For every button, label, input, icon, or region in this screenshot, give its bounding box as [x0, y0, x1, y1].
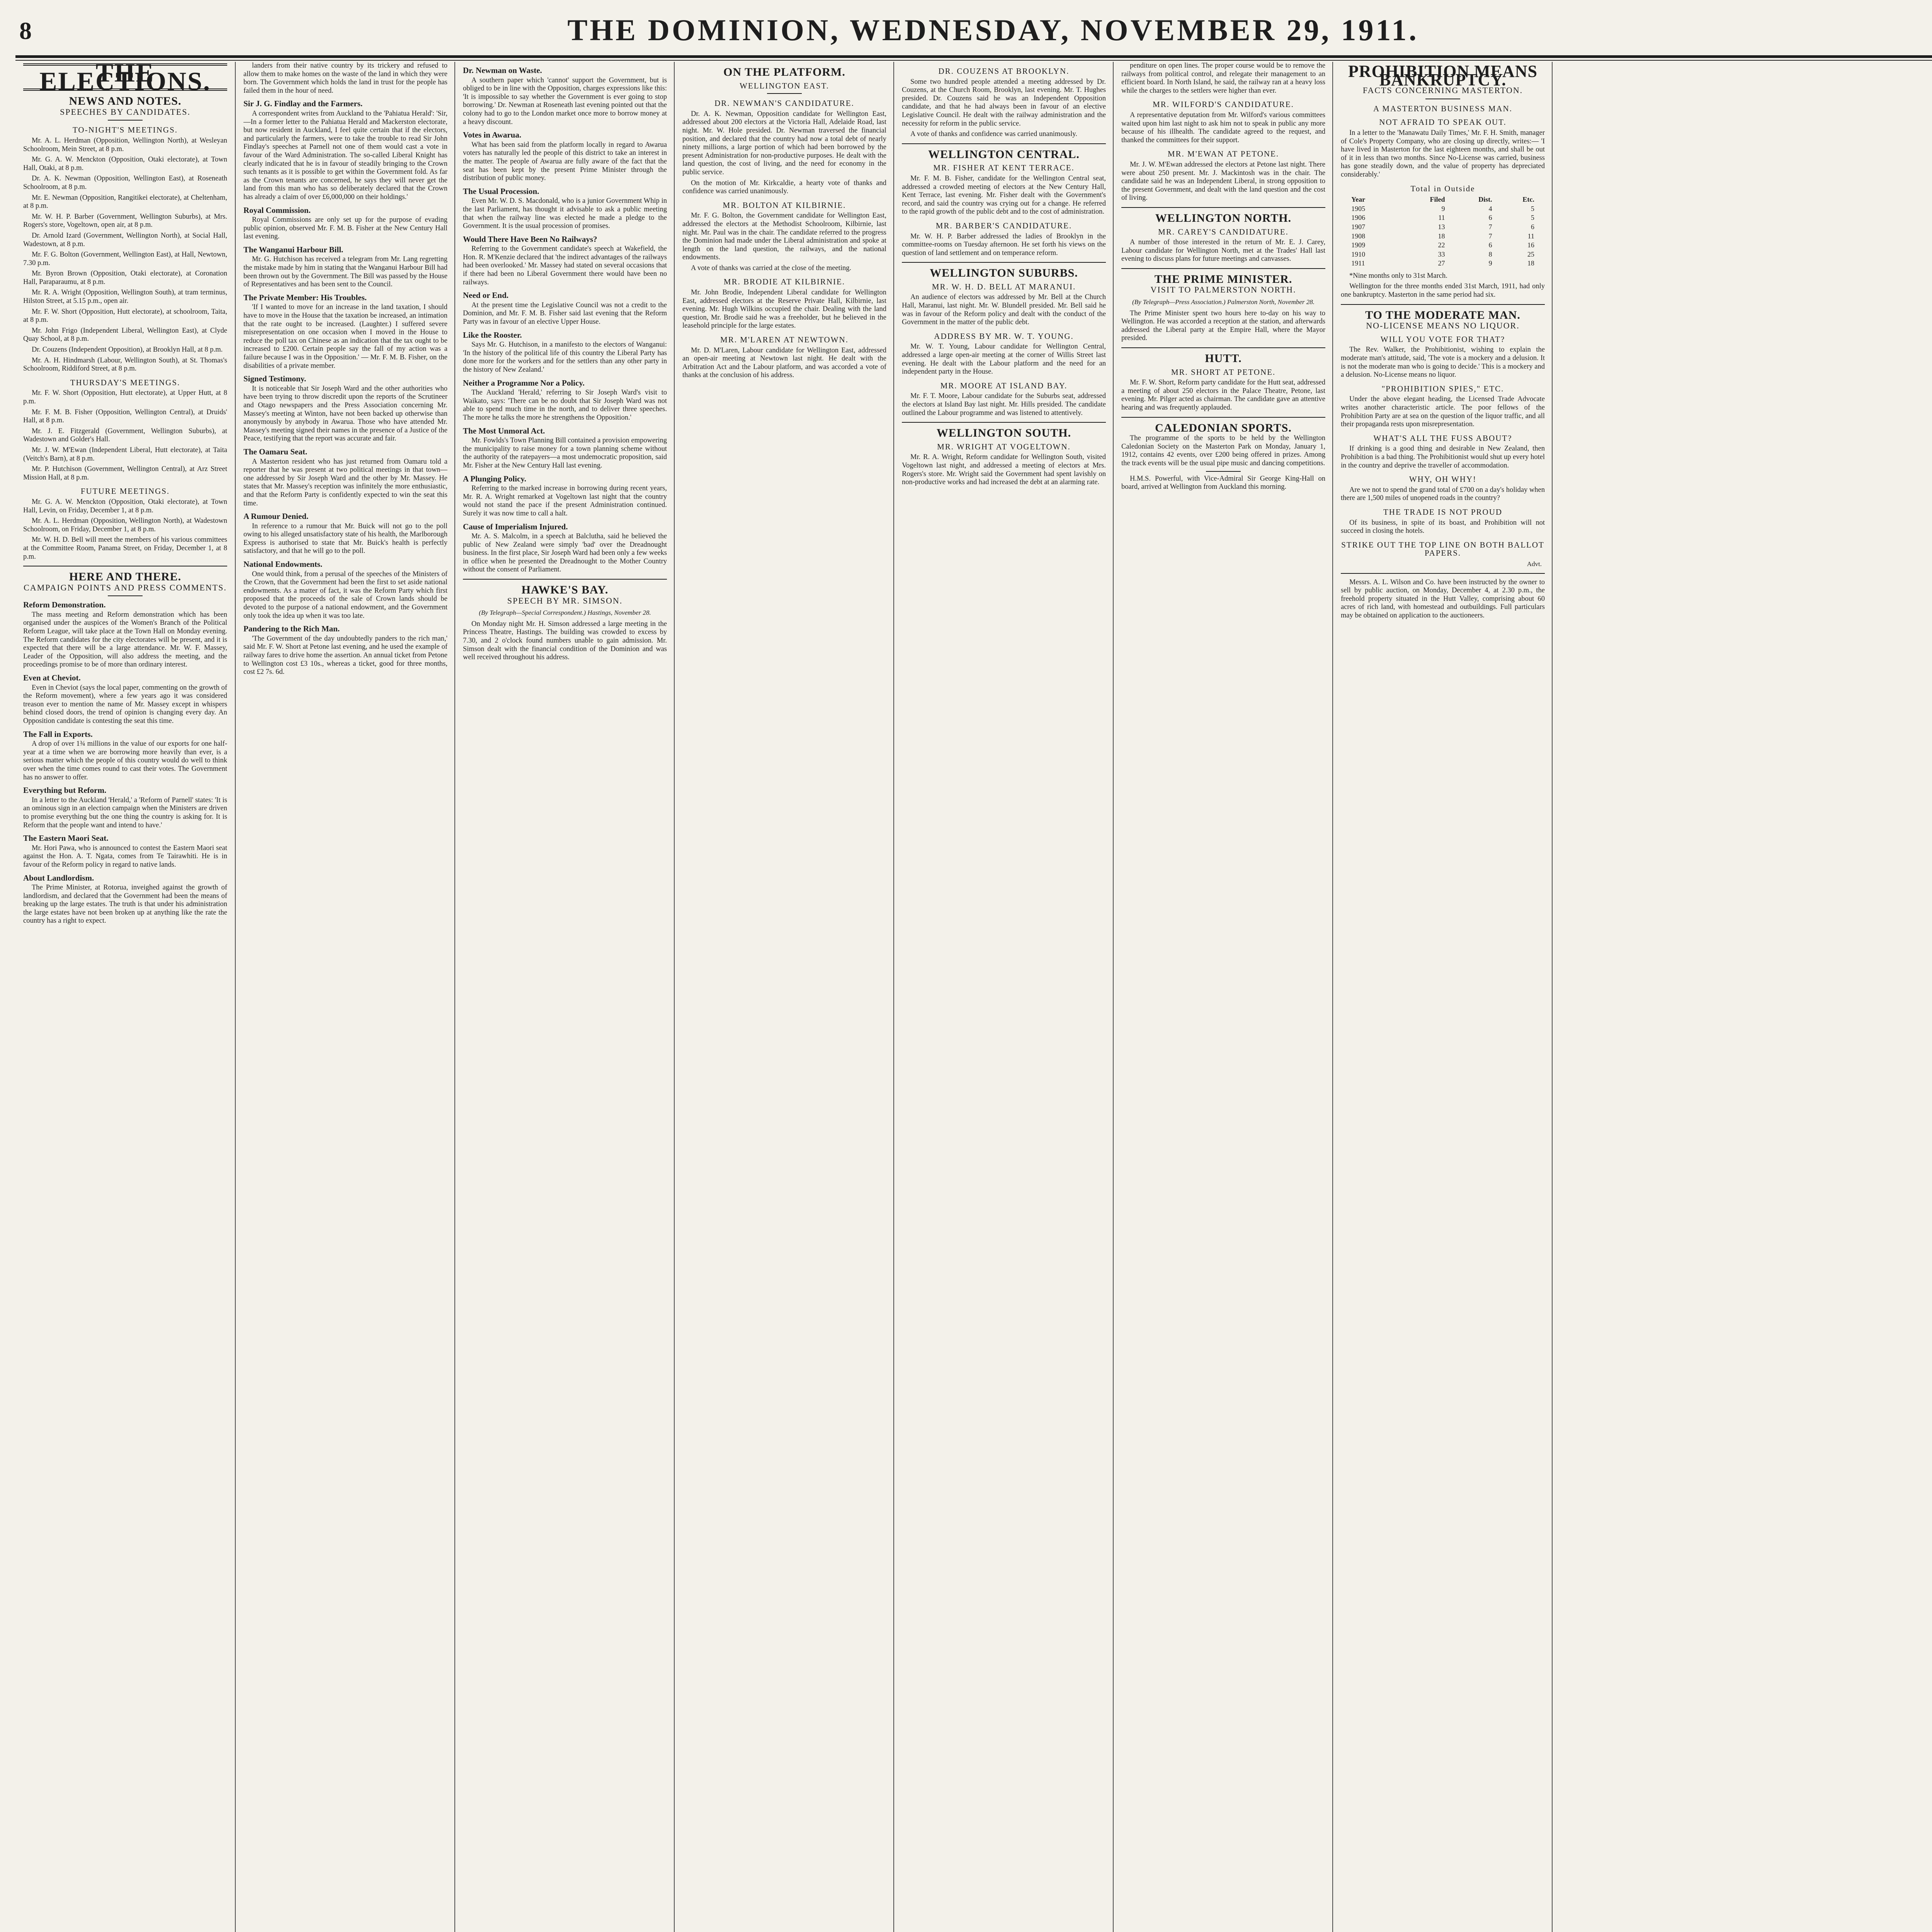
article-heading: A Plunging Policy. — [463, 474, 526, 483]
article-body: On Monday night Mr. H. Simson addressed a large meeting in the Princess Theatre, Hastings. The building was crowded to excess by 7.30, and 2 o'clock found numbers unable to gain admission. Mr. Simson dealt with the financial condition of the Dominion and was well received throughout his address. — [463, 620, 667, 662]
section-heading: HUTT. — [1205, 352, 1242, 365]
meeting-item: Mr. A. H. Hindmarsh (Labour, Wellington South), at St. Thomas's Schoolroom, Riddiford Street, at 8 p.m. — [23, 356, 227, 373]
table-cell: 18 — [1438, 232, 1445, 240]
table-cell: 5 — [1531, 204, 1534, 213]
table-cell: 9 — [1488, 259, 1492, 267]
article-body: The Prime Minister, at Rotorua, inveighed against the growth of landlordism, and declared that the Government had been the means of breaking up the large estates. The truth is that under his administration the large estates have not been broken up at anything like the rate the country has a right to expect. — [23, 884, 227, 925]
section-title: THE ELECTIONS. — [23, 63, 227, 91]
page-number: 8 — [19, 17, 32, 44]
table-cell: 7 — [1488, 223, 1492, 231]
meeting-item: Mr. W. H. D. Bell will meet the members of his various committees at the Committee Room, Panama Street, on Friday, December 1, at 8 p.m. — [23, 536, 227, 561]
divider — [1341, 573, 1545, 574]
table-header-cell: Filed — [1430, 196, 1445, 204]
article-heading: About Landlordism. — [23, 873, 94, 883]
masthead-rule-thin — [15, 60, 1932, 61]
article-body: A correspondent writes from Auckland to the 'Pahiatua Herald': 'Sir,—In a former letter to the Pahiatua Herald and Mackerston electorate, but now resident in Auckland, I feel quite certain that if the electors, and particularly the farmers, were to take the trouble to read Sir John Findlay's speeches at Parnell not one of them would cast a vote in favour of the Ward Administration. The so-called Liberal Knight has clearly indicated that he is in favour of steadily bringing to the Crown such tenants as it is possible to get within the Government fold. As far as the Crown tenants are concerned, he says they will never get the land from this man who has so deliberately declared that the Crown has already a claim of over £6,000,000 on their holdings.' — [243, 109, 447, 201]
section-subtitle: VISIT TO PALMERSTON NORTH. — [1150, 285, 1296, 295]
subheading: A MASTERTON BUSINESS MAN. — [1373, 104, 1512, 113]
divider — [767, 93, 802, 94]
column-rule — [1113, 62, 1114, 1932]
article-body: Mr. J. W. M'Ewan addressed the electors at Petone last night. There were about 250 present. Mr. J. Mackintosh was in the chair. The candidate said he was an Independent Liberal, in strong opposition to the present Government, and dealt with the land question and the cost of living. — [1121, 160, 1325, 202]
section-heading: ON THE PLATFORM. — [723, 66, 845, 78]
table-cell: 11 — [1438, 214, 1445, 222]
advt-label: Advt. — [1527, 560, 1542, 568]
article-heading: The Fall in Exports. — [23, 729, 93, 739]
column-6 — [1121, 62, 1325, 1932]
section-heading: WELLINGTON CENTRAL. — [928, 148, 1080, 161]
article-body: H.M.S. Powerful, with Vice-Admiral Sir George King-Hall on board, arrived at Wellington from Auckland this morning. — [1121, 474, 1325, 491]
section-heading: WELLINGTON NORTH. — [1155, 211, 1292, 224]
divider — [463, 579, 667, 580]
article-body: It is noticeable that Sir Joseph Ward and the other authorities who have been trying to throw discredit upon the reports of the Scrutineer and Otago newspapers and the Press Association concerning Mr. Massey's meeting at Winton, have not been backed up otherwise than anonymously by anybody in Awarua. Those who have attended Mr. Massey's meeting signed their names in the presence of a Justice of the Peace, testifying that the report was accurate and fair. — [243, 384, 447, 443]
section-subtitle: CAMPAIGN POINTS AND PRESS COMMENTS. — [24, 582, 227, 592]
article-body: The Rev. Walker, the Prohibitionist, wishing to explain the moderate man's attitude, said, 'The vote is a mockery and a delusion. It is not the moderate man who is going to decide.' This is a mockery and a delusion. No-License means no liquor. — [1341, 346, 1545, 379]
article-body: Are we not to spend the grand total of £700 on a day's holiday when there are 1,500 miles of unopened roads in the country? — [1341, 486, 1545, 502]
column-5 — [902, 62, 1106, 1932]
table-cell: 27 — [1438, 259, 1445, 267]
article-body: Mr. F. T. Moore, Labour candidate for the Suburbs seat, addressed the electors at Island Bay last night. Mr. Hills presided. The candidate outlined the Labour programme and was listened to attentively. — [902, 392, 1106, 417]
article-heading: National Endowments. — [243, 560, 323, 569]
table-cell: 22 — [1438, 241, 1445, 249]
column-4 — [682, 62, 886, 1932]
section-heading: CALEDONIAN SPORTS. — [1155, 421, 1292, 434]
article-body: Mr. F. M. B. Fisher, candidate for the Wellington Central seat, addressed a crowded meeting of electors at the New Century Hall, Kent Terrace, last evening. Mr. Fisher dealt with the Government's record, and said the country was crying out for a change. He referred to the rapid growth of the public debt and to the cost of administration. — [902, 174, 1106, 216]
table-cell: 33 — [1438, 250, 1445, 258]
article-body: penditure on open lines. The proper course would be to remove the railways from political control, and relegate their management to an efficient board. In North Island, he said, the railway ran at a heavy loss while the charges to the settlers were higher than ever. — [1121, 62, 1325, 95]
column-rule — [674, 62, 675, 1932]
column-rule — [1552, 62, 1553, 1932]
subheading: STRIKE OUT THE TOP LINE ON BOTH BALLOT PAPERS. — [1341, 540, 1544, 558]
article-body: Referring to the Government candidate's speech at Wakefield, the Hon. R. M'Kenzie declared that 'the indirect advantages of the railways had been overlooked.' Mr. Massey had stated on several occasions that if there had been no Liberal Government there would have been no railways. — [463, 245, 667, 286]
article-body: At the present time the Legislative Council was not a credit to the Dominion, and Mr. F. M. B. Fisher said last evening that the Reform Party was in favour of an elective Upper House. — [463, 301, 667, 326]
table-header-cell: Etc. — [1522, 196, 1534, 204]
divider — [1121, 268, 1325, 269]
table-cell: 11 — [1527, 232, 1534, 240]
meeting-item: Dr. A. K. Newman (Opposition, Wellington East), at Roseneath Schoolroom, at 8 p.m. — [23, 175, 227, 191]
article-body: landers from their native country by its trickery and refused to allow them to make homes on the waste of the land in which they were born. The Government which holds the land in trust for the people has failed them in the hour of need. — [243, 62, 447, 95]
article-heading: Reform Demonstration. — [23, 600, 106, 610]
meeting-item: Mr. F. W. Short (Opposition, Hutt electorate), at Upper Hutt, at 8 p.m. — [23, 389, 227, 405]
table-header-cell: Dist. — [1478, 196, 1492, 204]
table-caption: Total in Outside — [1410, 184, 1475, 193]
subheading: MR. M'EWAN AT PETONE. — [1167, 149, 1279, 159]
table-cell: 1911 — [1351, 259, 1365, 267]
table-cell: 1906 — [1351, 214, 1366, 222]
subheading: MR. CAREY'S CANDIDATURE. — [1158, 227, 1289, 236]
byline: (By Telegraph—Press Association.) Palmerston North, November 28. — [1132, 298, 1315, 306]
article-heading: The Private Member: His Troubles. — [243, 293, 367, 302]
section-heading: WELLINGTON SUBURBS. — [930, 267, 1078, 280]
table-cell: 6 — [1488, 241, 1492, 249]
newspaper-title: THE DOMINION, WEDNESDAY, NOVEMBER 29, 1911. — [567, 13, 1419, 47]
bankruptcy-table — [1349, 195, 1537, 268]
table-row — [1349, 241, 1537, 250]
section-heading: HERE AND THERE. — [69, 570, 182, 583]
section-kicker: NEWS AND NOTES. — [69, 95, 182, 108]
subheading: "PROHIBITION SPIES," ETC. — [1381, 384, 1504, 393]
table-cell: 1909 — [1351, 241, 1366, 249]
section-heading: THE PRIME MINISTER. — [1154, 272, 1293, 286]
article-heading: The Oamaru Seat. — [243, 447, 308, 456]
article-body: A vote of thanks and confidence was carried unanimously. — [910, 130, 1077, 138]
divider — [108, 120, 143, 121]
column-7 — [1341, 62, 1545, 1932]
section-heading: WELLINGTON SOUTH. — [936, 427, 1071, 440]
subheading: NOT AFRAID TO SPEAK OUT. — [1379, 117, 1507, 127]
article-body: In a letter to the Auckland 'Herald,' a 'Reform of Parnell' states: 'It is an ominous sign in an election campaign when the Ministers are driven to promise everything but the one thing the country is asking for. It is Reform that the people want and intend to have.' — [23, 796, 227, 829]
table-cell: 7 — [1488, 232, 1492, 240]
subheading: MR. BARBER'S CANDIDATURE. — [935, 221, 1072, 230]
divider — [902, 422, 1106, 423]
article-body: Mr. Fowlds's Town Planning Bill contained a provision empowering the municipality to raise money for a town planning scheme without the authority of the ratepayers—a most undemocratic proposition, said Mr. Fisher at the New Century Hall last evening. — [463, 437, 667, 469]
divider — [1121, 347, 1325, 348]
article-heading: Even at Cheviot. — [23, 673, 81, 683]
subheading: MR. SHORT AT PETONE. — [1171, 367, 1276, 377]
divider — [1121, 207, 1325, 208]
article-heading: The Usual Procession. — [463, 186, 539, 196]
article-body: A representative deputation from Mr. Wilford's various committees waited upon him last night to ask him not to speak in public any more because of his illhealth. The candidate agreed to the request, and thanked the committees for their support. — [1121, 111, 1325, 144]
table-row — [1349, 259, 1537, 268]
article-heading: Votes in Awarua. — [463, 130, 522, 140]
divider — [1341, 304, 1545, 305]
meeting-item: Mr. R. A. Wright (Opposition, Wellington South), at tram terminus, Hilston Street, at 5.15 p.m., open air. — [23, 289, 227, 305]
article-body: If drinking is a good thing and desirable in New Zealand, then Prohibition is a bad thing. The Prohibitionist would shut up every hotel in the country and deprive the traveller of accommodation. — [1341, 445, 1545, 469]
meeting-item: Mr. Byron Brown (Opposition, Otaki electorate), at Coronation Hall, Paraparaumu, at 8 p.m. — [23, 270, 227, 286]
article-heading: The Most Unmoral Act. — [463, 426, 545, 435]
article-body: Referring to the marked increase in borrowing during recent years, Mr. R. A. Wright remarked at Vogeltown last night that the country would not stand the pace if the present Administration continued. Surely it was now time to call a halt. — [463, 485, 667, 517]
article-heading: Need or End. — [463, 291, 509, 300]
article-heading: Sir J. G. Findlay and the Farmers. — [243, 99, 363, 109]
subheading: WHAT'S ALL THE FUSS ABOUT? — [1373, 433, 1512, 443]
table-cell: 13 — [1438, 223, 1445, 231]
table-cell: 1907 — [1351, 223, 1366, 231]
subheading: WILL YOU VOTE FOR THAT? — [1380, 334, 1505, 344]
subheading: MR. BOLTON AT KILBIRNIE. — [723, 200, 846, 210]
table-cell: 8 — [1488, 250, 1492, 258]
article-heading: Neither a Programme Nor a Policy. — [463, 378, 585, 388]
table-row — [1349, 213, 1537, 223]
article-body: Mr. F. G. Bolton, the Government candidate for Wellington East, addressed the electors at the Methodist Schoolroom, Kilbirnie, last night. Mr. Paul was in the chair. The candidate referred to the progress the Dominion had made under the Liberal administration and spoke at length on the land question, the railways, and the national endowments. — [682, 212, 886, 262]
subheading: THURSDAY'S MEETINGS. — [70, 378, 180, 387]
article-body: Mr. John Brodie, Independent Liberal candidate for Wellington East, addressed electors at the Reserve Private Hall, Kilbirnie, last evening. Mr. Hugh Wilkins occupied the chair. Dealing with the land question, Mr. Brodie said he was a freeholder, but he believed in the leasehold principle for the large estates. — [682, 289, 886, 330]
masthead-rule — [15, 55, 1932, 58]
meeting-item: Mr. E. Newman (Opposition, Rangitikei electorate), at Cheltenham, at 8 p.m. — [23, 194, 227, 210]
column-3 — [463, 62, 667, 1932]
divider — [902, 262, 1106, 263]
article-heading: The Wanganui Harbour Bill. — [243, 245, 344, 254]
subheading: MR. WILFORD'S CANDIDATURE. — [1153, 100, 1294, 109]
article-body: A drop of over 1¾ millions in the value of our exports for one half-year at a time when we are borrowing more heavily than ever, is a serious matter which the people of this country would do well to think over when the time comes round to cast their votes. The Government has no answer to offer. — [23, 740, 227, 781]
article-body: Mr. R. A. Wright, Reform candidate for Wellington South, visited Vogeltown last night, and addressed a meeting of electors at Mrs. Rogers's store. Mr. Wright said the Government had spent lavishly on non-productive works and had increased the debt at an alarming rate. — [902, 453, 1106, 486]
byline: (By Telegraph—Special Correspondent.) Hastings, November 28. — [479, 609, 651, 617]
column-2 — [243, 62, 447, 1932]
divider — [902, 143, 1106, 144]
subheading: MR. M'LAREN AT NEWTOWN. — [720, 335, 849, 345]
article-body: Mr. A. S. Malcolm, in a speech at Balclutha, said he believed the public of New Zealand were simply 'bad' over the Dreadnought business. In the first place, Sir Joseph Ward had been only a few weeks in office when he presented the Dreadnought to the Mother Country without the consent of Parliament. — [463, 532, 667, 574]
article-body: One would think, from a perusal of the speeches of the Ministers of the Crown, that the Government had been the first to set aside national endowments. As a matter of fact, it was the Reform Party which first proposed that the proceeds of the sale of Crown lands should be devoted to the purpose of a national endowment, and the Government only took the idea up when it was too late. — [243, 570, 447, 620]
meeting-item: Mr. W. H. P. Barber (Government, Wellington Suburbs), at Mrs. Rogers's store, Vogeltown, open air, at 8 p.m. — [23, 213, 227, 229]
subheading: MR. WRIGHT AT VOGELTOWN. — [937, 442, 1071, 451]
divider — [1121, 417, 1325, 418]
article-body: Under the above elegant heading, the Licensed Trade Advocate writes another characteristic article. The poor fellows of the Prohibition Party are at sea on the question of the liquor traffic, and all their propaganda rests upon misrepresentation. — [1341, 395, 1545, 429]
meeting-item: Mr. A. L. Herdman (Opposition, Wellington North), at Wesleyan Schoolroom, Mein Street, at 8 p.m. — [23, 136, 227, 153]
article-heading: Pandering to the Rich Man. — [243, 624, 340, 634]
article-heading: Cause of Imperialism Injured. — [463, 522, 568, 531]
subheading: THE TRADE IS NOT PROUD — [1383, 507, 1503, 517]
article-heading: Would There Have Been No Railways? — [463, 234, 597, 244]
meeting-item: Mr. F. G. Bolton (Government, Wellington East), at Hall, Newtown, 7.30 p.m. — [23, 251, 227, 267]
table-row — [1349, 204, 1537, 214]
article-body: In a letter to the 'Manawatu Daily Times,' Mr. F. H. Smith, manager of Cole's Property Company, who are closing up directly, writes:— 'I have lived in Masterton for the last eighteen months, and shall be out of it in less than two months. Since No-License was carried, business has gone steadily down, and the value of property has depreciated considerably.' — [1341, 129, 1545, 179]
table-header-cell: Year — [1351, 196, 1366, 204]
section-heading: HAWKE'S BAY. — [521, 583, 609, 597]
subheading: WELLINGTON EAST. — [740, 81, 829, 90]
section-subtitle: SPEECH BY MR. SIMSON. — [507, 595, 623, 605]
table-cell: 1905 — [1351, 204, 1366, 213]
meeting-item: Mr. F. W. Short (Opposition, Hutt electorate), at schoolroom, Taita, at 8 p.m. — [23, 308, 227, 324]
table-cell: 25 — [1527, 250, 1534, 258]
subheading: FUTURE MEETINGS. — [80, 486, 170, 496]
section-heading: PROHIBITION MEANS BANKRUPTCY. — [1348, 62, 1538, 89]
meeting-item: Mr. John Frigo (Independent Liberal, Wellington East), at Clyde Quay School, at 8 p.m. — [23, 327, 227, 343]
article-body: Mr. W. T. Young, Labour candidate for Wellington Central, addressed a large open-air meeting at the corner of Willis Street last evening. He dealt with the Labour platform and the need for an independent party in the House. — [902, 343, 1106, 376]
table-row — [1349, 250, 1537, 259]
article-body: What has been said from the platform locally in regard to Awarua voters has naturally led the people of this district to take an interest in the matter. The people of Awarua are fully aware of the fact that the seat has been kept by the present Prime Minister through the distribution of public money. — [463, 141, 667, 182]
subheading: MR. W. H. D. BELL AT MARANUI. — [932, 282, 1076, 291]
article-body: Even Mr. W. D. S. Macdonald, who is a junior Government Whip in the last Parliament, has thought it advisable to ask a public meeting that when the railway line was elected he made a pledge to the Government. It is the usual procession of promises. — [463, 197, 667, 230]
article-body: A number of those interested in the return of Mr. E. J. Carey, Labour candidate for Wellington North, met at the Trades' Hall last evening to discuss plans for future meetings and canvasses. — [1121, 238, 1325, 263]
subheading: TO-NIGHT'S MEETINGS. — [72, 125, 178, 135]
table-cell: 16 — [1527, 241, 1534, 249]
article-body: Of its business, in spite of its boast, and Prohibition will not succeed in closing the hotels. — [1341, 519, 1545, 535]
section-subtitle: SPEECHES BY CANDIDATES. — [60, 107, 190, 117]
meeting-item: Mr. G. A. W. Menckton (Opposition, Otaki electorate), at Town Hall, Otaki, at 8 p.m. — [23, 156, 227, 172]
meeting-item: Mr. P. Hutchison (Government, Wellington Central), at Arz Street Mission Hall, at 8 p.m. — [23, 465, 227, 481]
column-rule — [235, 62, 236, 1932]
article-body: The Prime Minister spent two hours here to-day on his way to Wellington. He was accorded a reception at the station, and afterwards addressed the Liberal party at the Empire Hall, where the Mayor presided. — [1121, 309, 1325, 342]
article-heading: Dr. Newman on Waste. — [463, 66, 542, 75]
subheading: DR. COUZENS AT BROOKLYN. — [938, 66, 1070, 76]
article-body: Mr. F. W. Short, Reform party candidate for the Hutt seat, addressed a meeting of about 250 electors in the Palace Theatre, Petone, last evening. Mr. Pilger acted as chairman. The candidate gave an attentive hearing and was frequently applauded. — [1121, 379, 1325, 412]
table-note: *Nine months only to 31st March. — [1349, 272, 1447, 280]
divider — [1206, 471, 1241, 472]
table-cell: 1908 — [1351, 232, 1366, 240]
article-body: Mr. G. Hutchison has received a telegram from Mr. Lang regretting the mistake made by him in stating that the Wanganui Harbour Bill had been thrown out by the Government. The Bill was passed by the House of Representatives and has been sent to the Council. — [243, 255, 447, 289]
meeting-item: Mr. J. E. Fitzgerald (Government, Wellington Suburbs), at Wadestown and Golder's Hall. — [23, 427, 227, 444]
table-cell: 18 — [1527, 259, 1534, 267]
article-body: The mass meeting and Reform demonstration which has been organised under the auspices of the Women's Branch of the Political Reform League, will take place at the Town Hall on Monday evening. The Reform candidates for the city electorates will be present, and it is expected that there will be a large attendance. Mr. W. F. Massey, Leader of the Opposition, will also address the meeting, and the proceedings promise to be of more than ordinary interest. — [23, 611, 227, 669]
subheading: MR. BRODIE AT KILBIRNIE. — [723, 277, 845, 287]
table-cell: 1910 — [1351, 250, 1366, 258]
article-heading: A Rumour Denied. — [243, 512, 309, 521]
table-row — [1349, 223, 1537, 232]
column-1 — [23, 62, 227, 1932]
article-body: Even in Cheviot (says the local paper, commenting on the growth of the Reform movement), where a few years ago it was considered treason ever to mention the name of Mr. Massey except in whispers behind closed doors, the trend of opinion is changing every day. An Opposition candidate is contesting the seat this time. — [23, 684, 227, 725]
table-cell: 5 — [1531, 214, 1534, 222]
article-body: Royal Commissions are only set up for the purpose of evading public opinion, observed Mr. F. M. B. Fisher at the New Century Hall last evening. — [243, 216, 447, 241]
article-body: 'The Government of the day undoubtedly panders to the rich man,' said Mr. F. W. Short at Petone last evening, and he used the example of railway fares to drive home the assertion. An annual ticket from Petone to Wellington cost £3 10s., whereas a ticket, good for three months, cost £2 7s. 6d. — [243, 634, 447, 676]
subheading: WHY, OH WHY! — [1409, 474, 1477, 484]
table-row — [1349, 232, 1537, 241]
column-rule — [1332, 62, 1333, 1932]
meeting-item: Dr. Arnold Izard (Government, Wellington North), at Social Hall, Wadestown, at 8 p.m. — [23, 231, 227, 248]
table-cell: 9 — [1441, 204, 1445, 213]
meeting-item: Dr. Couzens (Independent Opposition), at Brooklyn Hall, at 8 p.m. — [32, 346, 223, 354]
article-body: An audience of electors was addressed by Mr. Bell at the Church Hall, Maranui, last night. Mr. W. Blundell presided. Mr. Bell said he was in favour of the Reform policy and dealt with the conduct of the Government in the matter of the public debt. — [902, 293, 1106, 327]
table-cell: 6 — [1531, 223, 1534, 231]
article-heading: Royal Commission. — [243, 205, 311, 215]
article-body: Dr. A. K. Newman, Opposition candidate for Wellington East, addressed about 200 electors at the Victoria Hall, Adelaide Road, last night. Mr. W. Hole presided. Dr. Newman traversed the financial position, and declared that the country had now a total debt of nearly ninety millions, a large portion of which had been borrowed by the present Administration for non-productive purposes. He dealt with the land question, the cost of living, and the need for economy in the public service. — [682, 110, 886, 176]
article-body: On the motion of Mr. Kirkcaldie, a hearty vote of thanks and confidence was carried unanimously. — [682, 179, 886, 196]
article-heading: Everything but Reform. — [23, 786, 107, 795]
article-body: Mr. Hori Pawa, who is announced to contest the Eastern Maori seat against the Hon. A. T. Ngata, comes from Te Tairawhiti. He is in favour of the Reform policy in regard to native lands. — [23, 844, 227, 869]
meeting-item: Mr. J. W. M'Ewan (Independent Liberal, Hutt electorate), at Taita (Veitch's Barn), at 8 p.m. — [23, 446, 227, 463]
section-subtitle: FACTS CONCERNING MASTERTON. — [1362, 85, 1523, 95]
table-cell: 4 — [1488, 204, 1492, 213]
section-subtitle: NO-LICENSE MEANS NO LIQUOR. — [1366, 321, 1520, 331]
article-heading: Signed Testimony. — [243, 374, 306, 384]
subheading: MR. MOORE AT ISLAND BAY. — [940, 381, 1068, 390]
subheading: ADDRESS BY MR. W. T. YOUNG. — [934, 331, 1074, 341]
article-body: The Auckland 'Herald,' referring to Sir Joseph Ward's visit to Waikato, says: 'There can be no doubt that Sir Joseph Ward was not able to spend much time in the north, and to deliver three speeches. The more he talks the more he strengthens the Opposition.' — [463, 389, 667, 422]
article-body: A southern paper which 'cannot' support the Government, but is obliged to be in line with the Opposition, charges expressions like this: 'It is impossible to say whether the Government is ever going to stop borrowing.' Dr. Newman at Roseneath last evening pointed out that the colony had to go to the London market once more to borrow money at a heavy discount. — [463, 76, 667, 126]
column-rule — [454, 62, 455, 1932]
article-body: In reference to a rumour that Mr. Buick will not go to the poll owing to his alleged unsatisfactory state of his health, the Marlborough Express is authorised to state that Mr. Buick's health is perfectly satisfactory, and that he will go to the poll. — [243, 522, 447, 555]
article-body: 'If I wanted to move for an increase in the land taxation, I should have to move in the House that the taxation be increased, an intimation that the rate ought to be increased. (Laughter.) I suffered severe misrepresentation on one occasion when I moved in the House to reduce the poll tax on Chinese as an indication that the tax ought to be increased to £200. Certain people say the fall of my action was a failure because I was in the Opposition.' — Mr. F. M. B. Fisher, on the disabilities of a private member. — [243, 303, 447, 370]
subheading: MR. FISHER AT KENT TERRACE. — [933, 163, 1075, 173]
meeting-item: Mr. G. A. W. Menckton (Opposition, Otaki electorate), at Town Hall, Levin, on Friday, December 1, at 8 p.m. — [23, 498, 227, 514]
article-body: A vote of thanks was carried at the close of the meeting. — [691, 264, 852, 272]
article-body: The programme of the sports to be held by the Wellington Caledonian Society on the Masterton Park on Monday, January 1, 1912, contains 42 events, over £200 being offered in prizes. Among the track events will be the usual pipe music and dancing competitions. — [1121, 434, 1325, 467]
table-cell: 6 — [1488, 214, 1492, 222]
article-heading: The Eastern Maori Seat. — [23, 833, 109, 843]
article-body: Wellington for the three months ended 31st March, 1911, had only one bankruptcy. Masterton in the same period had six. — [1341, 282, 1545, 299]
article-body: Messrs. A. L. Wilson and Co. have been instructed by the owner to sell by public auction, on Monday, December 4, at 2.30 p.m., the freehold property situated in the Hutt Valley, comprising about 60 acres of rich land, with homestead and outbuildings. Full particulars may be obtained on application to the auctioneers. — [1341, 578, 1545, 619]
article-body: Some two hundred people attended a meeting addressed by Dr. Couzens, at the Church Room, Brooklyn, last evening. Mr. T. Hughes presided. Dr. Couzens said he was an Independent Opposition candidate, and that he had always been in favour of an elective Legislative Council. He dealt with the railway administration and the necessity for reform in the public service. — [902, 78, 1106, 128]
article-heading: Like the Rooster. — [463, 330, 522, 340]
masthead — [15, 10, 1932, 52]
divider — [108, 595, 143, 596]
section-heading: TO THE MODERATE MAN. — [1365, 308, 1520, 321]
meeting-item: Mr. F. M. B. Fisher (Opposition, Wellington Central), at Druids' Hall, at 8 p.m. — [23, 408, 227, 425]
article-body: Mr. D. M'Laren, Labour candidate for Wellington East, addressed an open-air meeting at Newtown last night. He dealt with the Arbitration Act and the Labour platform, and was accorded a vote of thanks at the conclusion of his address. — [682, 346, 886, 379]
article-body: Says Mr. G. Hutchison, in a manifesto to the electors of Wanganui: 'In the history of the political life of this country the Liberal Party has done more for the workers and for the settlers than any other party in the history of New Zealand.' — [463, 341, 667, 374]
subheading: DR. NEWMAN'S CANDIDATURE. — [714, 99, 854, 108]
meeting-item: Mr. A. L. Herdman (Opposition, Wellington North), at Wadestown Schoolroom, on Friday, December 1, at 8 p.m. — [23, 517, 227, 533]
article-body: Mr. W. H. P. Barber addressed the ladies of Brooklyn in the committee-rooms on Tuesday afternoon. He set forth his views on the question of land settlement and on temperance reform. — [902, 232, 1106, 257]
column-rule — [893, 62, 894, 1932]
article-body: A Masterton resident who has just returned from Oamaru told a reporter that he was present at two political meetings in that town—one addressed by Sir Joseph Ward and the other by Mr. Massey. He states that Mr. Massey's reception was infinitely the more enthusiastic, and that the Reform Party is confidently expected to win the seat this time. — [243, 457, 447, 507]
